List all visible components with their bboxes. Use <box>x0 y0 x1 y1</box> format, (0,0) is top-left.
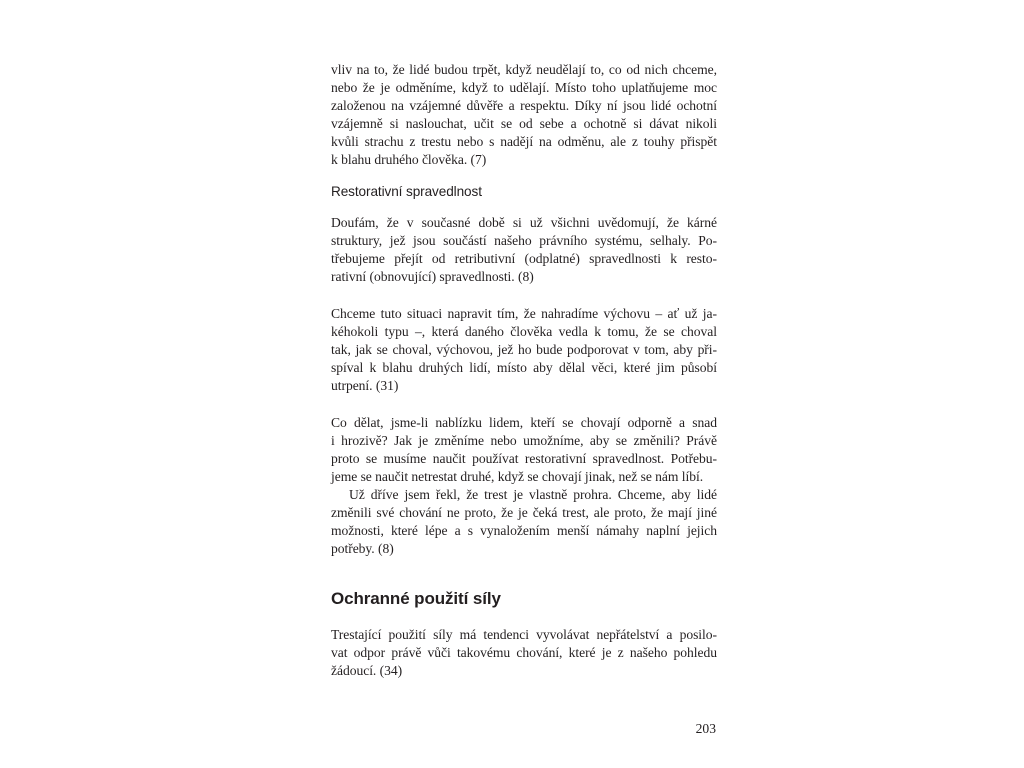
text-line: Už dříve jsem řekl, že trest je vlastně prohra. Chceme, aby lidé <box>349 487 717 502</box>
text-line: založenou na vzájemné důvěře a respektu. Díky ní jsou lidé ochotní <box>331 98 717 113</box>
paragraph-1 <box>331 214 717 286</box>
paragraph-5 <box>331 626 717 680</box>
text-line: změnili své chování ne proto, že je čeká trest, ale proto, že mají jiné <box>331 505 717 520</box>
paragraph-2 <box>331 305 717 395</box>
text-line: možnosti, které lépe a s vynaložením menší námahy naplní jejich <box>331 523 717 538</box>
text-line: spíval k blahu druhých lidí, místo aby dělal věci, které jim působí <box>331 360 717 375</box>
text-line: třebujeme přejít od retributivní (odplatné) spravedlnosti k resto- <box>331 251 717 266</box>
text-line: Doufám, že v současné době si už všichni uvědomují, že kárné <box>331 215 717 230</box>
text-line: rativní (obnovující) spravedlnosti. (8) <box>331 269 534 284</box>
text-line: struktury, jež jsou součástí našeho právního systému, selhaly. Po- <box>331 233 717 248</box>
text-line: Trestající použití síly má tendenci vyvolávat nepřátelství a posilo- <box>331 627 717 642</box>
text-line: vliv na to, že lidé budou trpět, když neudělají to, co od nich chceme, <box>331 62 717 77</box>
text-line: proto se musíme naučit používat restorativní spravedlnost. Potřebu- <box>331 451 717 466</box>
text-line: i hrozivě? Jak je změníme nebo umožníme, aby se změnili? Právě <box>331 433 717 448</box>
page-content <box>331 61 717 680</box>
text-line: kéhokoli typu –, která daného člověka vedla k tomu, že se choval <box>331 324 717 339</box>
text-line: vzájemně si naslouchat, učit se od sebe a ochotně si dávat nikoli <box>331 116 717 131</box>
text-line: jeme se naučit netrestat druhé, když se chovají jinak, než se nám líbí. <box>331 469 704 484</box>
text-line: kvůli strachu z trestu nebo s nadějí na odměnu, ale z touhy přispět <box>331 134 717 149</box>
text-line: utrpení. (31) <box>331 378 399 393</box>
text-line: vat odpor právě vůči takovému chování, které je z našeho pohledu <box>331 645 717 660</box>
text-line: Co dělat, jsme-li nablízku lidem, kteří se chovají odporně a snad <box>331 415 717 430</box>
paragraph-3 <box>331 414 717 486</box>
text-line: potřeby. (8) <box>331 541 394 556</box>
subheading-restorative-justice: Restorativní spravedlnost <box>331 184 482 199</box>
heading-wrapper <box>331 588 717 610</box>
text-line: k blahu druhého člověka. (7) <box>331 152 487 167</box>
text-line: Chceme tuto situaci napravit tím, že nahradíme výchovu – ať už ja- <box>331 306 717 321</box>
paragraph-gap <box>331 395 717 414</box>
subheading-wrapper <box>331 183 717 201</box>
paragraph-4 <box>331 486 717 558</box>
section-heading-protective-force: Ochranné použití síly <box>331 589 501 608</box>
paragraph-gap <box>331 286 717 305</box>
text-line: žádoucí. (34) <box>331 663 403 678</box>
text-line: tak, jak se choval, výchovou, jež ho bude podporovat v tom, aby při- <box>331 342 717 357</box>
text-line: nebo že je odměníme, když to udělají. Místo toho uplatňujeme moc <box>331 80 717 95</box>
page-number: 203 <box>695 721 716 736</box>
paragraph-intro <box>331 61 717 169</box>
